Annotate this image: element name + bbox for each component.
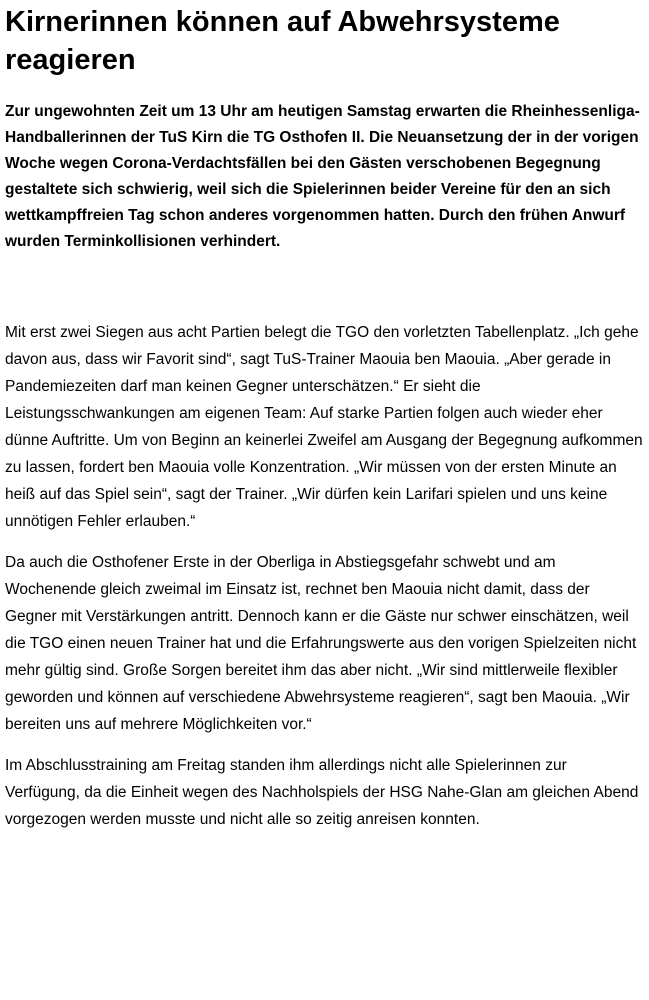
article-body <box>5 319 645 833</box>
paragraph: Mit erst zwei Siegen aus acht Partien belegt die TGO den vorletzten Tabellenplatz. „Ich gehe davon aus, dass wir Favorit sind“, sagt TuS-Trainer Maouia ben Maouia. „Aber gerade in Pandemiezeiten darf man keinen Gegner unterschätzen.“ Er sieht die Leistungsschwankungen am eigenen Team: Auf starke Partien folgen auch wieder eher dünne Auftritte. Um von Beginn an keinerlei Zweifel am Ausgang der Begegnung aufkommen zu lassen, fordert ben Maouia volle Konzentration. „Wir müssen von der ersten Minute an heiß auf das Spiel sein“, sagt der Trainer. „Wir dürfen kein Larifari spielen und uns keine unnötigen Fehler erlauben.“ <box>5 324 643 530</box>
paragraph: Da auch die Osthofener Erste in der Oberliga in Abstiegsgefahr schwebt und am Wochenende gleich zweimal im Einsatz ist, rechnet ben Maouia nicht damit, dass der Gegner mit Verstärkungen antritt. Dennoch kann er die Gäste nur schwer einschätzen, weil die TGO einen neuen Trainer hat und die Erfahrungswerte aus den vorigen Spielzeiten nicht mehr gültig sind. Große Sorgen bereitet ihm das aber nicht. „Wir sind mittlerweile flexibler geworden und können auf verschiedene Abwehrsysteme reagieren“, sagt ben Maouia. „Wir bereiten uns auf mehrere Möglichkeiten vor.“ <box>5 554 637 733</box>
article-title: Kirnerinnen können auf Abwehrsysteme reagieren <box>5 6 560 76</box>
paragraph: Im Abschlusstraining am Freitag standen ihm allerdings nicht alle Spielerinnen zur Verfügung, da die Einheit wegen des Nachholspiels der HSG Nahe-Glan am gleichen Abend vorgezogen werden musste und nicht alle so zeitig anreisen konnten. <box>5 757 639 828</box>
article-lead: Zur ungewohnten Zeit um 13 Uhr am heutigen Samstag erwarten die Rheinhessenliga-Handballerinnen der TuS Kirn die TG Osthofen II. Die Neuansetzung der in der vorigen Woche wegen Corona-Verdachtsfällen bei den Gästen verschobenen Begegnung gestaltete sich schwierig, weil sich die Spielerinnen beider Vereine für den an sich wettkampffreien Tag schon anderes vorgenommen hatten. Durch den frühen Anwurf wurden Terminkollisionen verhindert. <box>5 103 640 250</box>
article <box>0 3 649 833</box>
